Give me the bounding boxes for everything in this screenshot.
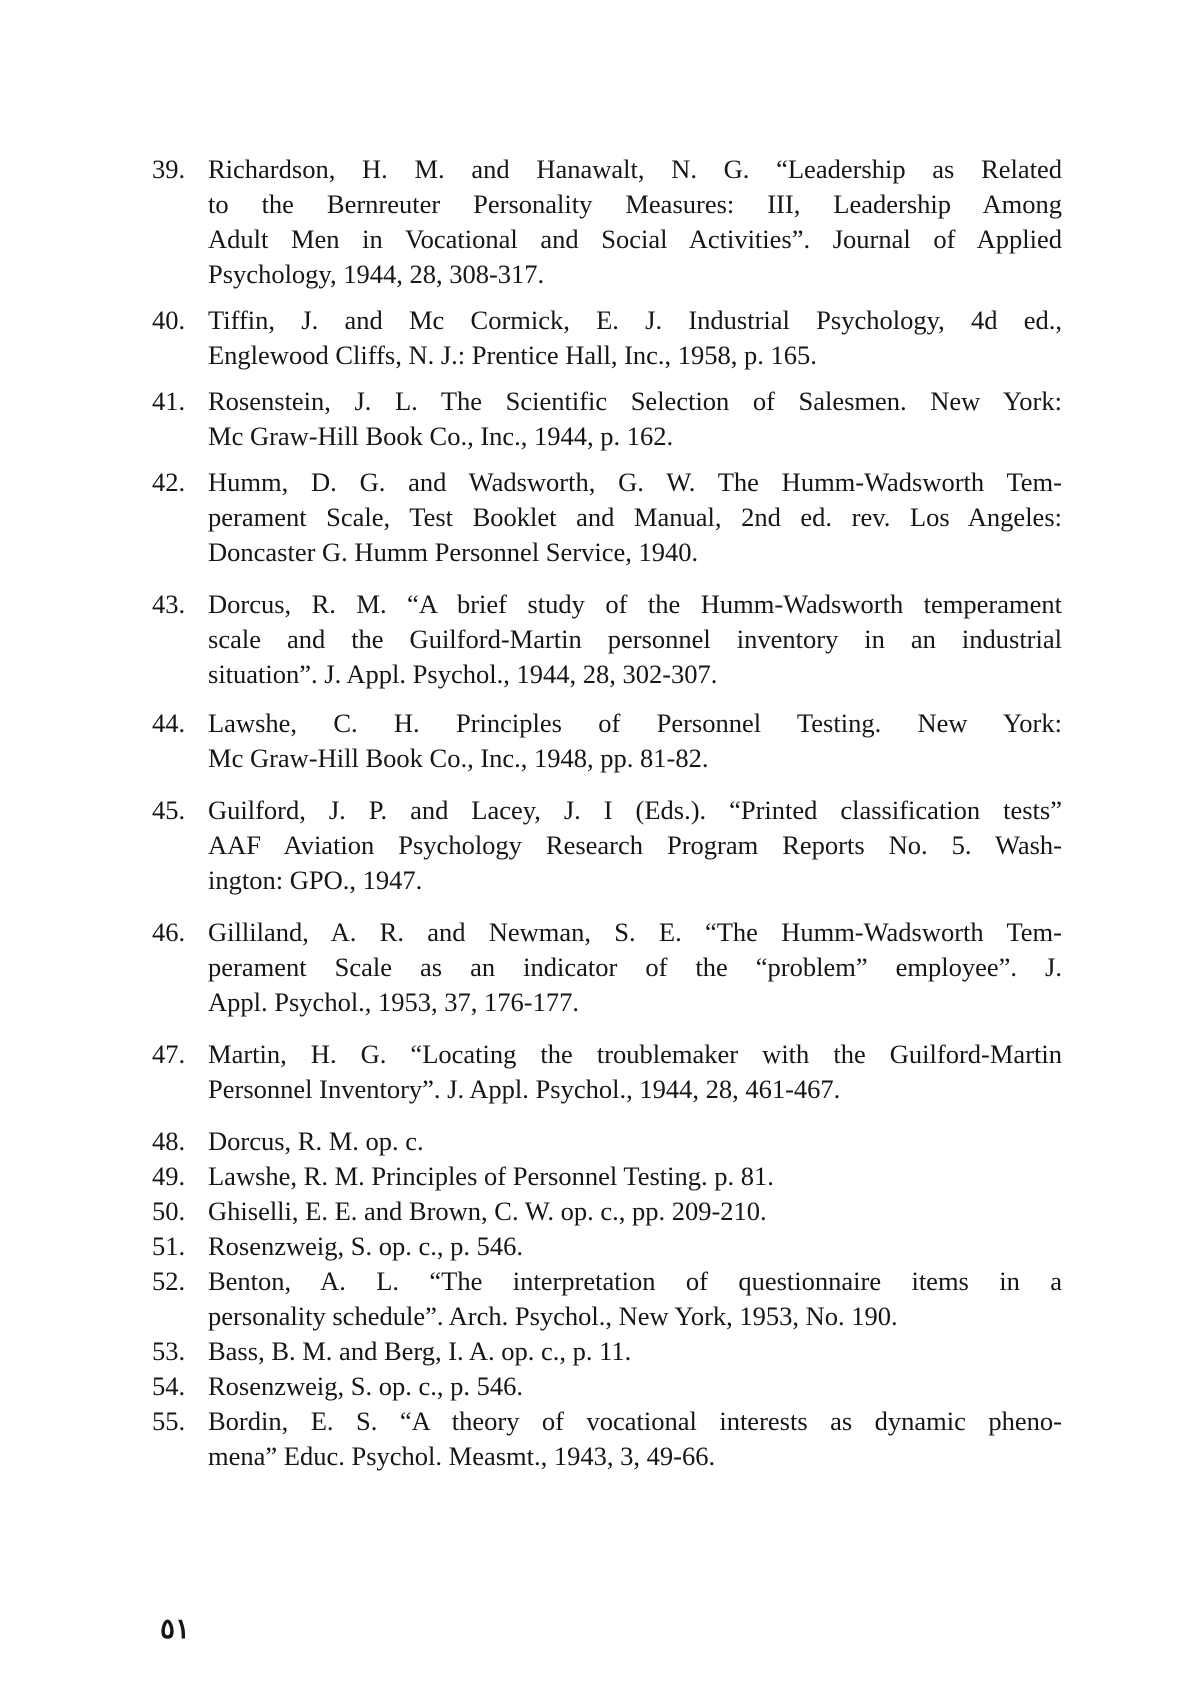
reference-item — [152, 1264, 1062, 1334]
reference-line: Psychology, 1944, 28, 308-317. — [208, 259, 545, 289]
reference-line: Lawshe, C. H. Principles of Personnel Testing. New York: — [208, 708, 1062, 738]
reference-number: 47. — [152, 1039, 186, 1069]
reference-line: personality schedule”. Arch. Psychol., New York, 1953, No. 190. — [208, 1301, 898, 1331]
reference-line: perament Scale as an indicator of the “problem” employee”. J. — [208, 952, 1062, 982]
reference-line: Gilliland, A. R. and Newman, S. E. “The Humm-Wadsworth Tem- — [208, 917, 1062, 947]
reference-item — [152, 1334, 1062, 1369]
reference-line: Humm, D. G. and Wadsworth, G. W. The Humm-Wadsworth Tem- — [208, 467, 1062, 497]
reference-number: 49. — [152, 1161, 186, 1191]
reference-line: perament Scale, Test Booklet and Manual, 2nd ed. rev. Los Angeles: — [208, 502, 1062, 532]
reference-line: Englewood Cliffs, N. J.: Prentice Hall, Inc., 1958, p. 165. — [208, 340, 817, 370]
reference-line: Rosenzweig, S. op. c., p. 546. — [208, 1371, 524, 1401]
reference-line: Ghiselli, E. E. and Brown, C. W. op. c., pp. 209-210. — [208, 1196, 767, 1226]
reference-item — [152, 915, 1062, 1020]
reference-line: Bordin, E. S. “A theory of vocational interests as dynamic pheno- — [208, 1406, 1062, 1436]
reference-line: mena” Educ. Psychol. Measmt., 1943, 3, 49-66. — [208, 1441, 716, 1471]
reference-number: 46. — [152, 917, 186, 947]
reference-item — [152, 1194, 1062, 1229]
reference-number: 45. — [152, 795, 186, 825]
reference-line: Rosenzweig, S. op. c., p. 546. — [208, 1231, 524, 1261]
reference-line: Martin, H. G. “Locating the troublemaker with the Guilford-Martin — [208, 1039, 1062, 1069]
reference-number: 40. — [152, 305, 186, 335]
reference-line: Mc Graw-Hill Book Co., Inc., 1944, p. 162. — [208, 421, 674, 451]
reference-line: ington: GPO., 1947. — [208, 865, 423, 895]
reference-item — [152, 793, 1062, 898]
reference-number: 50. — [152, 1196, 186, 1226]
reference-line: Guilford, J. P. and Lacey, J. I (Eds.). “Printed classification tests” — [208, 795, 1062, 825]
reference-item — [152, 465, 1062, 570]
reference-item — [152, 587, 1062, 692]
reference-line: AAF Aviation Psychology Research Program Reports No. 5. Wash- — [208, 830, 1062, 860]
reference-number: 48. — [152, 1126, 186, 1156]
page-number: ٥١ — [160, 1614, 191, 1645]
reference-line: Rosenstein, J. L. The Scientific Selection of Salesmen. New York: — [208, 386, 1062, 416]
reference-number: 39. — [152, 154, 186, 184]
reference-line: Bass, B. M. and Berg, I. A. op. c., p. 11. — [208, 1336, 632, 1366]
reference-number: 54. — [152, 1371, 186, 1401]
reference-line: Benton, A. L. “The interpretation of questionnaire items in a — [208, 1266, 1062, 1296]
reference-item — [152, 1037, 1062, 1107]
reference-item — [152, 152, 1062, 292]
reference-number: 43. — [152, 589, 186, 619]
reference-line: Personnel Inventory”. J. Appl. Psychol., 1944, 28, 461-467. — [208, 1074, 841, 1104]
reference-line: Mc Graw-Hill Book Co., Inc., 1948, pp. 81-82. — [208, 743, 709, 773]
reference-item — [152, 1229, 1062, 1264]
reference-line: Adult Men in Vocational and Social Activities”. Journal of Applied — [208, 224, 1062, 254]
reference-number: 42. — [152, 467, 186, 497]
reference-line: to the Bernreuter Personality Measures: III, Leadership Among — [208, 189, 1062, 219]
reference-number: 55. — [152, 1406, 186, 1436]
reference-number: 51. — [152, 1231, 186, 1261]
reference-line: Lawshe, R. M. Principles of Personnel Testing. p. 81. — [208, 1161, 774, 1191]
reference-line: scale and the Guilford-Martin personnel inventory in an industrial — [208, 624, 1062, 654]
reference-item — [152, 706, 1062, 776]
reference-number: 52. — [152, 1266, 186, 1296]
reference-item — [152, 303, 1062, 373]
reference-line: Dorcus, R. M. op. c. — [208, 1126, 424, 1156]
reference-number: 41. — [152, 386, 186, 416]
reference-line: Tiffin, J. and Mc Cormick, E. J. Industrial Psychology, 4d ed., — [208, 305, 1062, 335]
reference-item — [152, 1404, 1062, 1474]
reference-number: 53. — [152, 1336, 186, 1366]
reference-item — [152, 1369, 1062, 1404]
reference-item — [152, 1159, 1062, 1194]
reference-item — [152, 384, 1062, 454]
reference-item — [152, 1124, 1062, 1159]
reference-line: Dorcus, R. M. “A brief study of the Humm-Wadsworth temperament — [208, 589, 1062, 619]
reference-line: Doncaster G. Humm Personnel Service, 1940. — [208, 537, 699, 567]
reference-line: Richardson, H. M. and Hanawalt, N. G. “Leadership as Related — [208, 154, 1062, 184]
reference-number: 44. — [152, 708, 186, 738]
reference-list — [152, 152, 1062, 1474]
reference-line: Appl. Psychol., 1953, 37, 176-177. — [208, 987, 579, 1017]
reference-line: situation”. J. Appl. Psychol., 1944, 28, 302-307. — [208, 659, 718, 689]
